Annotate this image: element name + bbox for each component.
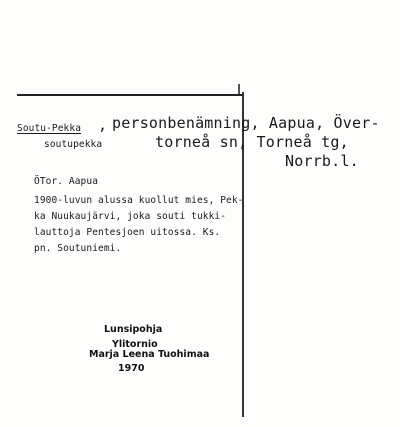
stamp-line-4: 1970 — [118, 363, 145, 374]
top-rule — [17, 94, 243, 96]
variant-form: soutupekka — [44, 139, 103, 150]
definition-line-1: personbenämning, Aapua, Över- — [112, 114, 380, 132]
stamp-line-2: Ylitornio — [112, 339, 158, 350]
stamp-line-3: Marja Leena Tuohimaa — [89, 349, 210, 360]
headword: Soutu-Pekka — [17, 123, 82, 134]
definition-line-3: Norrb.l. — [285, 152, 359, 170]
stamp-line-1: Lunsipohja — [104, 324, 163, 335]
headword-comma: , — [98, 116, 108, 134]
body-line-4: pn. Soutuniemi. — [34, 243, 122, 254]
body-line-2: ka Nuukaujärvi, joka souti tukki- — [34, 211, 227, 222]
body-line-3: lauttoja Pentesjoen uitossa. Ks. — [34, 227, 221, 238]
body-line-1: 1900-luvun alussa kuollut mies, Pek- — [34, 195, 244, 206]
definition-line-2: torneå sn, Torneå tg, — [155, 133, 349, 151]
top-rule-tick — [238, 84, 240, 94]
source-short: ÖTor. Aapua — [34, 176, 99, 187]
